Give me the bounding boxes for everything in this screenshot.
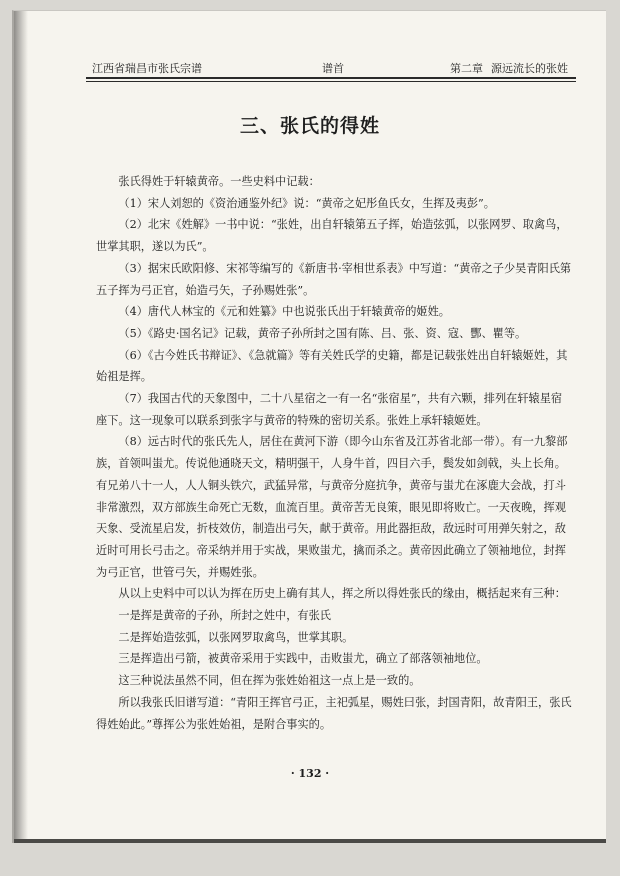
header-chapter-title: 源远流长的张姓 (491, 62, 568, 75)
paragraph-source-5: （5）《路史·国名记》记载，黄帝子孙所封之国有陈、吕、张、资、寇、酆、瞿等。 (118, 326, 527, 340)
paragraph-source-6: （6）《古今姓氏书辩证》、《急就篇》等有关姓氏学的史籍，都是记载张姓出自轩辕姬姓，其始祖是挥。 (96, 348, 568, 384)
page-bottom-edge (14, 839, 606, 843)
list-item-reason-3: 三是挥造出弓箭，被黄帝采用于实践中，击败蚩尤，确立了部落领袖地位。 (118, 652, 488, 666)
running-header (86, 57, 576, 79)
header-chapter-number: 第二章 (450, 62, 483, 75)
body-text (96, 171, 572, 735)
paragraph-genealogy-quote: 所以我张氏旧谱写道：“青阳王挥官弓正，主祀弧星，赐姓曰张，封国青阳，故青阳王，张氏得姓始此。”尊挥公为张姓始祖，是附合事实的。 (96, 695, 572, 731)
paragraph-source-1: （1）宋人刘恕的《资治通鉴外纪》说：“黄帝之妃彤鱼氏女，生挥及夷彭”。 (118, 196, 495, 210)
paragraph-intro: 张氏得姓于轩辕黄帝。一些史料中记载： (118, 175, 320, 188)
paragraph-source-8: （8）远古时代的张氏先人，居住在黄河下游（即今山东省及江苏省北部一带）。有一九黎部族，首领叫蚩尤。传说他通晓天文，精明强干，人身牛首，四目六手，鬓发如剑戟，头上长角。有兄弟八十一人，人人铜头铁穴，武猛异常，与黄帝分庭抗争，黄帝与蚩尤在涿鹿大会战，打斗非常激烈，双方部族生命死亡无数，血流百里。黄帝苦无良策，眼见即将败亡。一天夜晚，挥观天象、受流星启发，折枝效仿，制造出弓矢，献于黄帝。用此器拒敌，敌远时可用弹矢射之，敌近时可用长弓击之。帝采纳并用于实战，果败蚩尤，擒而杀之。黄帝因此确立了领袖地位，封挥为弓正官，世管弓矢，并赐姓张。 (96, 435, 568, 579)
list-item-reason-1: 一是挥是黄帝的子孙，所封之姓中，有张氏 (118, 609, 331, 623)
paragraph-source-2: （2）北宋《姓解》一书中说：“张姓，出自轩辕第五子挥，始造弦弧，以张网罗、取禽鸟，世掌其职，遂以为氏”。 (96, 218, 568, 254)
header-book-title: 江西省瑞昌市张氏宗谱 (92, 62, 202, 75)
section-title: 三、张氏的得姓 (239, 115, 380, 137)
paragraph-source-4: （4）唐代人林宝的《元和姓纂》中也说张氏出于轩辕黄帝的姬姓。 (118, 305, 450, 319)
paragraph-source-7: （7）我国古代的天象图中，二十八星宿之一有一名“张宿星”，共有六颗，排列在轩辕星宿座下。这一现象可以联系到张字与黄帝的特殊的密切关系。张姓上承轩辕姬姓。 (96, 392, 563, 427)
paragraph-source-3: （3）据宋氏欧阳修、宋祁等编写的《新唐书·宰相世系表》中写道：“黄帝之子少昊青阳氏第五子挥为弓正官，始造弓矢，子孙赐姓张”。 (96, 261, 572, 297)
page-number: · 132 · (290, 767, 330, 780)
paragraph-consensus: 这三种说法虽然不同，但在挥为张姓始祖这一点上是一致的。 (118, 674, 421, 688)
list-item-reason-2: 二是挥始造弦弧，以张网罗取禽鸟，世掌其职。 (118, 630, 354, 644)
header-chapter (450, 60, 568, 76)
header-section: 谱首 (322, 62, 344, 75)
paragraph-conclusion: 从以上史料中可以认为挥在历史上确有其人，挥之所以得姓张氏的缘由，概括起来有三种： (118, 587, 566, 601)
document-page (12, 10, 606, 843)
